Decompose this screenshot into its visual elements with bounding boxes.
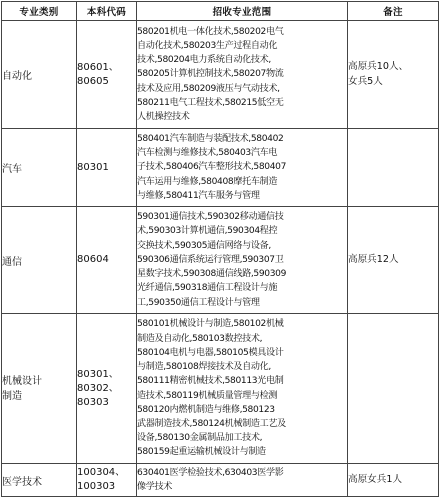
header-range: 招收专业范围 (137, 2, 348, 21)
code-cell (77, 464, 137, 497)
code-line: 80303 (77, 396, 109, 408)
header-row (2, 2, 439, 21)
code-line: 100304、 (77, 467, 126, 478)
range-line: 星数字技术,590308通信线路,590309 (137, 269, 287, 280)
note-cell (348, 314, 439, 464)
range-line: 汽车运用与维修,580408摩托车制造 (137, 176, 278, 187)
table-row (2, 207, 439, 314)
code-line: 80601、 (77, 61, 119, 73)
note-cell (348, 464, 439, 497)
code-line: 80302、 (77, 382, 119, 394)
range-line: 技术,580204电力系统自动化技术, (137, 55, 271, 66)
range-line: 像学技术 (137, 482, 172, 492)
code-line: 80605 (77, 75, 109, 87)
admissions-table (1, 1, 439, 497)
category-cell: 汽车 (2, 129, 77, 207)
range-line: 630401医学检验技术,630403医学影 (137, 467, 284, 478)
note-line: 高原兵12人 (348, 253, 399, 265)
range-line: 术,590303计算机通信,590304程控 (137, 226, 278, 237)
range-line: 与制造,580108焊接技术及自动化, (137, 362, 271, 373)
code-line: 80301、 (77, 368, 119, 380)
category-cell: 自动化 (2, 21, 77, 129)
range-line: 制造及自动化,580103数控技术, (137, 333, 263, 344)
range-line: 设备,580130金属制品加工技术, (137, 433, 263, 444)
range-line: 580104电机与电器,580105模具设计 (137, 347, 284, 358)
range-line: 人机操控技术 (137, 112, 190, 122)
range-line: 590301通信技术,590302移动通信技 (137, 212, 284, 223)
range-line: 造技术,580119机械质量管理与检测 (137, 390, 278, 401)
table-row (2, 464, 439, 497)
range-cell (137, 314, 348, 464)
note-cell (348, 129, 439, 207)
range-cell (137, 129, 348, 207)
code-cell (77, 314, 137, 464)
range-line: 580120内燃机制造与维修,580123 (137, 404, 275, 415)
range-line: 光纤通信,590318通信工程设计与施 (137, 283, 278, 294)
range-line: 580401汽车制造与装配技术,580402 (137, 133, 284, 144)
note-cell (348, 207, 439, 314)
code-line: 80301 (77, 161, 109, 173)
note-line: 高原女兵1人 (348, 473, 403, 485)
header-category: 专业类别 (2, 2, 77, 21)
category-cell: 通信 (2, 207, 77, 314)
range-line: 工,590350通信工程设计与管理 (137, 297, 260, 308)
code-cell (77, 129, 137, 207)
table-row (2, 314, 439, 464)
range-cell (137, 464, 348, 497)
range-line: 汽车检测与维修技术,580403汽车电 (137, 148, 278, 159)
code-cell (77, 21, 137, 129)
range-line: 交换技术,590305通信网络与设备, (137, 240, 271, 251)
range-line: 580211电气工程技术,580215低空无 (137, 97, 284, 108)
range-line: 590306通信系统运行管理,590307卫 (137, 254, 284, 265)
note-cell (348, 21, 439, 129)
code-line: 100303 (77, 481, 116, 492)
header-note: 备注 (348, 2, 439, 21)
category-line: 制造 (2, 390, 22, 402)
note-line: 高原兵10人、 (348, 61, 409, 72)
range-line: 580201机电一体化技术,580202电气 (137, 26, 284, 37)
range-line: 与维修,580411汽车服务与管理 (137, 190, 260, 201)
range-line: 580101机械设计与制造,580102机械 (137, 319, 284, 330)
range-line: 自动化技术,580203生产过程自动化 (137, 40, 278, 51)
category-line: 机械设计 (2, 375, 42, 387)
range-cell (137, 21, 348, 129)
header-code: 本科代码 (77, 2, 137, 21)
range-line: 子技术,580406汽车整形技术,580407 (137, 162, 287, 173)
range-line: 武器制造技术,580124机械制造工艺及 (137, 418, 286, 429)
category-cell: 医学技术 (2, 464, 77, 497)
range-line: 580205计算机控制技术,580207物流 (137, 69, 284, 80)
range-line: 580159起重运输机械设计与制造 (137, 447, 266, 458)
table-row (2, 21, 439, 129)
range-line: 580111精密机械技术,580113光电制 (137, 376, 284, 387)
range-line: 技术及应用,580209液压与气动技术, (137, 83, 280, 94)
category-cell (2, 314, 77, 464)
code-cell (77, 207, 137, 314)
range-cell (137, 207, 348, 314)
code-line: 80604 (77, 254, 109, 265)
note-line: 女兵5人 (348, 75, 383, 87)
table-row (2, 129, 439, 207)
